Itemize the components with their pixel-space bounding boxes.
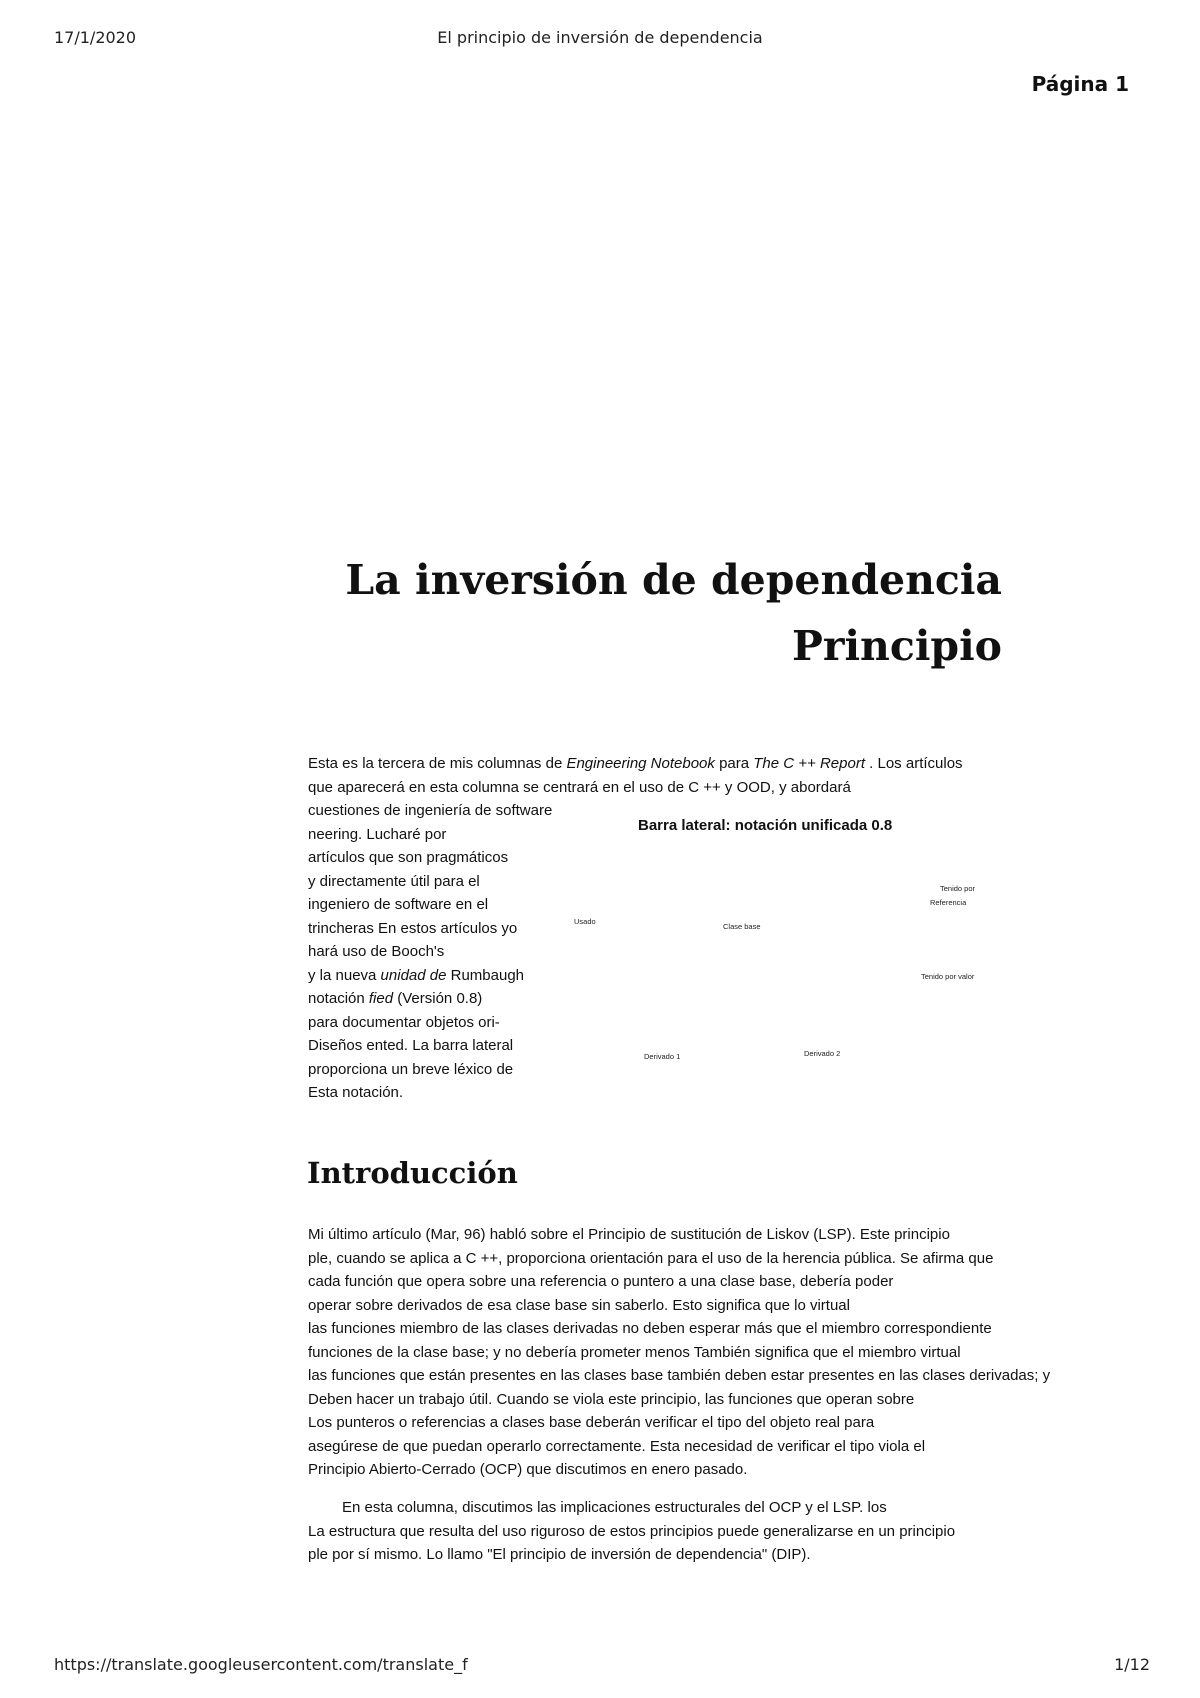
intro-paragraph-narrow xyxy=(308,799,552,1105)
title-line-1: La inversión de dependencia xyxy=(345,556,1002,604)
paragraph-line: En esta columna, discutimos las implicaciones estructurales del OCP y el LSP. los xyxy=(342,1499,887,1516)
paragraph-line: operar sobre derivados de esa clase base sin saberlo. Esto significa que lo virtual xyxy=(308,1296,850,1314)
paragraph-line: La estructura que resulta del uso riguroso de estos principios puede generalizarse en un principio xyxy=(308,1522,956,1540)
introduction-paragraph xyxy=(308,1223,1050,1482)
footer-page-count: 1/12 xyxy=(1114,1655,1150,1674)
narrow-line: ingeniero de software en el xyxy=(308,896,489,913)
narrow-line: artículos que son pragmáticos xyxy=(308,849,509,866)
paragraph-line: las funciones que están presentes en las clases base también deben estar presentes en las clases derivadas; y xyxy=(308,1367,1051,1384)
header-doc-title: El principio de inversión de dependencia xyxy=(437,28,763,47)
paragraph-line: Mi último artículo (Mar, 96) habló sobre el Principio de sustitución de Liskov (LSP). Este principio xyxy=(308,1226,950,1243)
narrow-line: Diseños ented. La barra lateral xyxy=(308,1037,514,1054)
narrow-line: y directamente útil para el xyxy=(308,872,480,890)
paragraph-line: asegúrese de que puedan operarlo correctamente. Esta necesidad de verificar el tipo viola el xyxy=(308,1437,926,1455)
label-clase-base: Clase base xyxy=(723,922,761,931)
label-derivado-2: Derivado 2 xyxy=(804,1049,841,1058)
intro-line-1: Esta es la tercera de mis columnas de Engineering Notebook para The C ++ Report . Los artículos xyxy=(308,755,963,772)
label-usado: Usado xyxy=(574,917,596,926)
paragraph-line: ple por sí mismo. Lo llamo "El principio de inversión de dependencia" (DIP). xyxy=(308,1546,811,1563)
page-label: Página 1 xyxy=(1031,72,1129,96)
narrow-line: proporciona un breve léxico de xyxy=(308,1060,514,1078)
narrow-line: cuestiones de ingeniería de software xyxy=(308,802,553,819)
paragraph-line: Principio Abierto-Cerrado (OCP) que discutimos en enero pasado. xyxy=(308,1461,748,1478)
paragraph-line: Deben hacer un trabajo útil. Cuando se viola este principio, las funciones que operan sobre xyxy=(308,1390,915,1408)
label-tenido-referencia-1: Tenido por xyxy=(940,884,976,893)
narrow-line: Esta notación. xyxy=(308,1084,404,1101)
narrow-line: hará uso de Booch's xyxy=(308,943,445,960)
narrow-line: neering. Lucharé por xyxy=(308,825,447,843)
document-title xyxy=(302,547,1002,679)
header-date: 17/1/2020 xyxy=(54,28,137,47)
sidebar-title: Barra lateral: notación unificada 0.8 xyxy=(638,817,893,834)
section-heading-introduccion: Introducción xyxy=(307,1156,518,1190)
label-tenido-referencia-2: Referencia xyxy=(930,898,967,907)
title-line-2: Principio xyxy=(792,622,1002,670)
label-derivado-1: Derivado 1 xyxy=(644,1052,681,1061)
footer-url: https://translate.googleusercontent.com/translate_f xyxy=(54,1655,468,1674)
label-tenido-valor: Tenido por valor xyxy=(921,972,975,981)
narrow-line: y la nueva unidad de Rumbaugh xyxy=(308,966,525,984)
narrow-line: trincheras En estos artículos yo xyxy=(308,919,518,937)
paragraph-line: funciones de la clase base; y no debería prometer menos También significa que el miembro virtual xyxy=(308,1343,961,1361)
intro-paragraph-full xyxy=(308,752,963,799)
paragraph-line: Los punteros o referencias a clases base deberán verificar el tipo del objeto real para xyxy=(308,1414,875,1431)
narrow-line: para documentar objetos ori- xyxy=(308,1013,500,1031)
paragraph-line: cada función que opera sobre una referencia o puntero a una clase base, debería poder xyxy=(308,1273,894,1290)
paragraph-line: ple, cuando se aplica a C ++, proporciona orientación para el uso de la herencia pública. Se afirma que xyxy=(308,1249,994,1267)
paragraph-line: las funciones miembro de las clases derivadas no deben esperar más que el miembro correspondiente xyxy=(308,1320,992,1337)
intro-line-2: que aparecerá en esta columna se centrará en el uso de C ++ y OOD, y abordará xyxy=(308,778,851,796)
narrow-line: notación fied (Versión 0.8) xyxy=(308,990,483,1007)
column-paragraph xyxy=(308,1496,955,1567)
